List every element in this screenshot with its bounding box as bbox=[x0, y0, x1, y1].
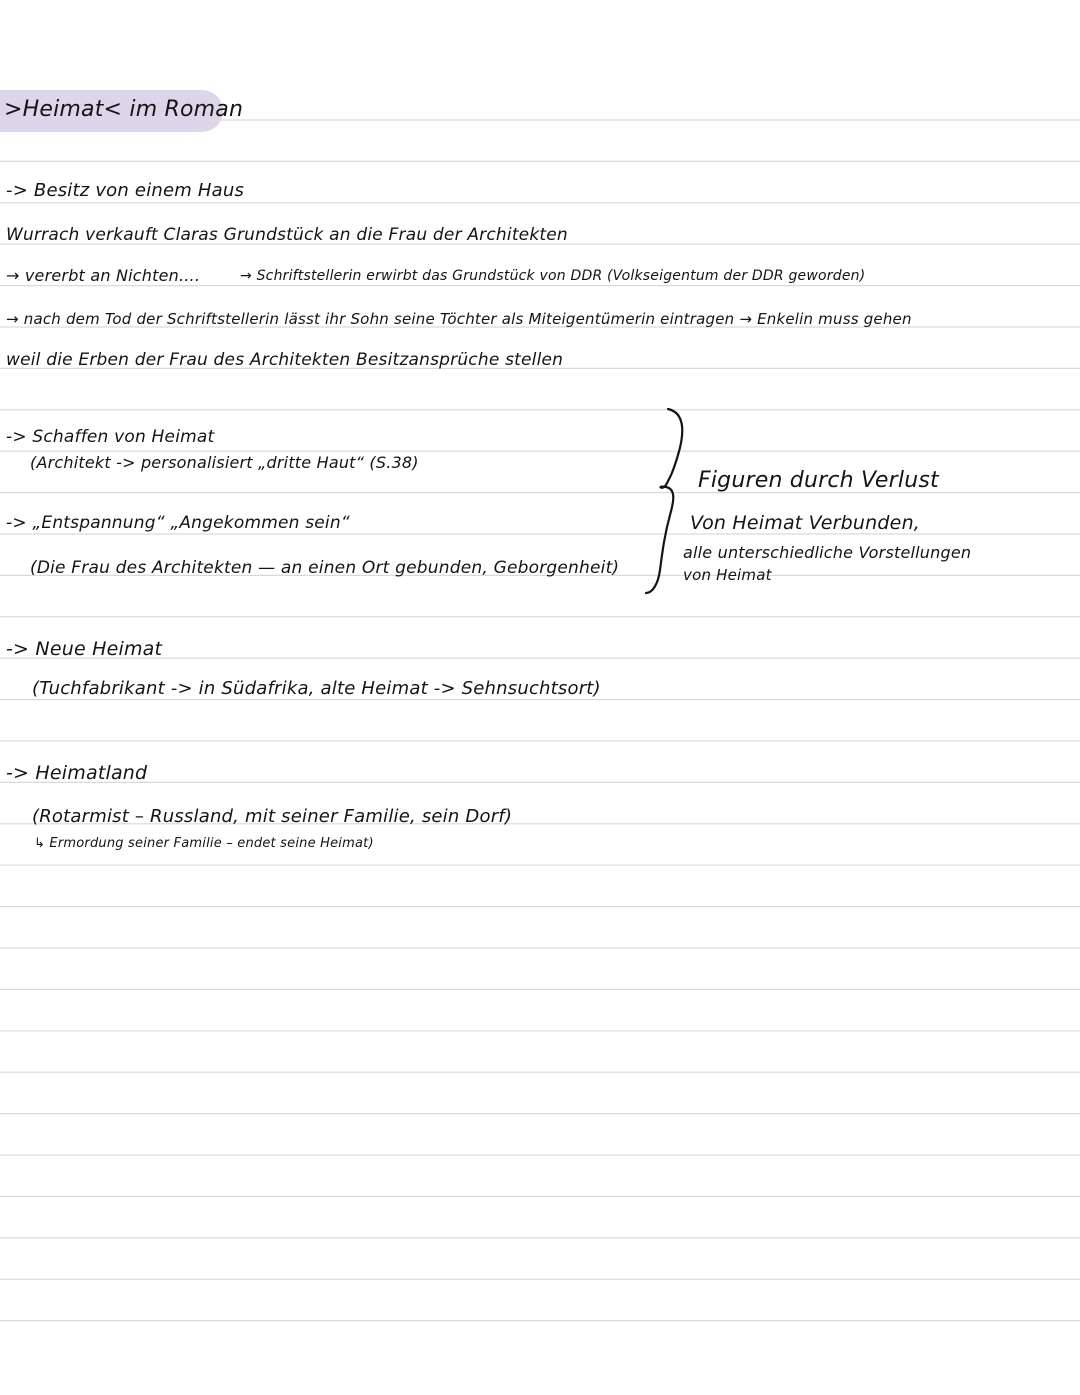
section-subdetail: ↳ Ermordung seiner Familie – endet seine Heimat) bbox=[34, 836, 374, 851]
brace-note-line: von Heimat bbox=[683, 566, 772, 584]
text-line: → vererbt an Nichten.... bbox=[6, 266, 201, 285]
section-detail: (Architekt -> personalisiert „dritte Haut“ (S.38) bbox=[30, 453, 419, 472]
text-line: → Schriftstellerin erwirbt das Grundstück von DDR (Volkseigentum der DDR geworden) bbox=[240, 268, 866, 284]
section-heading-besitz: -> Besitz von einem Haus bbox=[6, 180, 245, 201]
text-line: → nach dem Tod der Schriftstellerin lässt ihr Sohn seine Töchter als Miteigentümerin eintragen → Enkelin muss gehen bbox=[6, 310, 912, 328]
text-line: weil die Erben der Frau des Architekten Besitzansprüche stellen bbox=[6, 350, 564, 370]
section-heading-neue-heimat: -> Neue Heimat bbox=[6, 638, 163, 660]
brace-note-line: Figuren durch Verlust bbox=[698, 468, 939, 493]
section-heading-schaffen: -> Schaffen von Heimat bbox=[6, 427, 215, 447]
page-title: >Heimat< im Roman bbox=[4, 97, 244, 122]
brace-note-line: Von Heimat Verbunden, bbox=[690, 512, 921, 534]
section-heading-heimatland: -> Heimatland bbox=[6, 762, 148, 784]
section-detail: (Tuchfabrikant -> in Südafrika, alte Heimat -> Sehnsuchtsort) bbox=[32, 678, 601, 699]
brace-note-line: alle unterschiedliche Vorstellungen bbox=[683, 543, 972, 562]
section-detail: (Rotarmist – Russland, mit seiner Familie, sein Dorf) bbox=[32, 806, 513, 827]
text-line: Wurrach verkauft Claras Grundstück an die Frau der Architekten bbox=[6, 225, 568, 245]
section-detail: (Die Frau des Architekten — an einen Ort gebunden, Geborgenheit) bbox=[30, 558, 620, 578]
section-heading-entspannung: -> „Entspannung“ „Angekommen sein“ bbox=[6, 513, 350, 533]
